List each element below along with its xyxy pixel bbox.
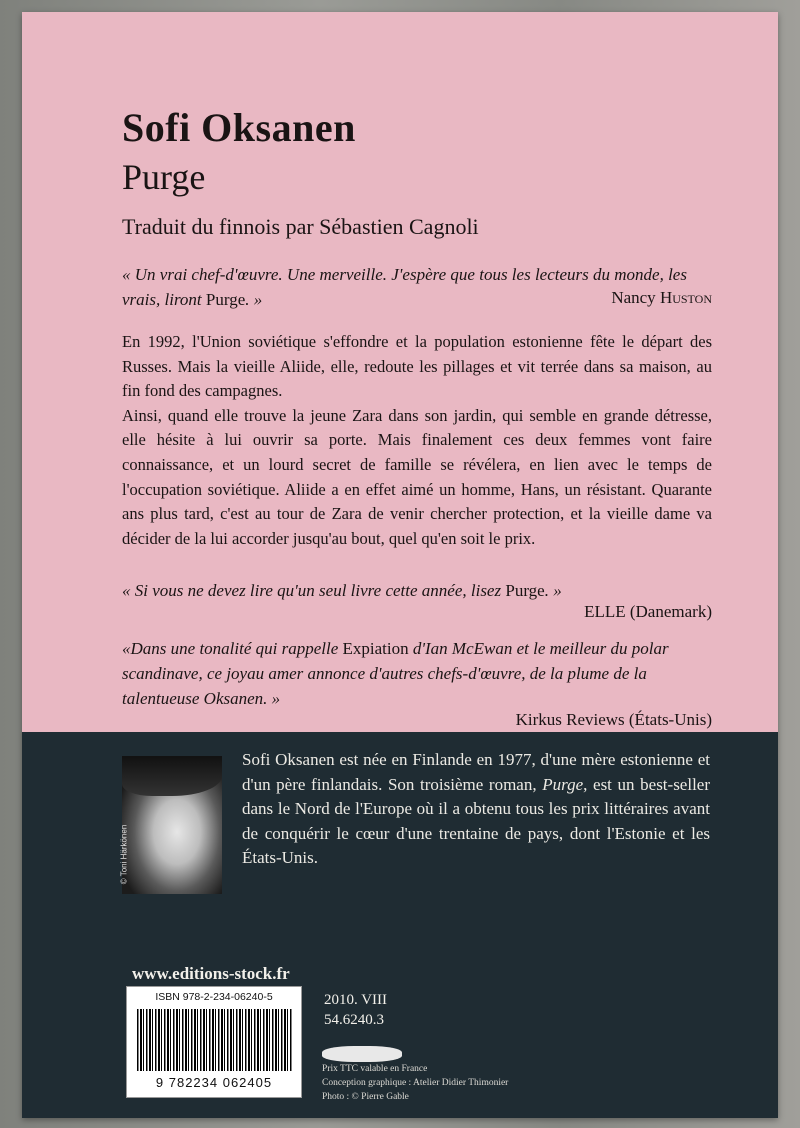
quote-elle-text: « Si vous ne devez lire qu'un seul livre cette année, lisez (122, 581, 502, 600)
quote-elle-title: Purge (505, 581, 545, 600)
quote-kirkus-text: «Dans une tonalité qui rappelle (122, 639, 339, 658)
publisher-website: www.editions-stock.fr (132, 964, 290, 983)
quote-huston-source (611, 288, 712, 308)
price-line: Prix TTC valable en France (322, 1064, 428, 1074)
edition-code: 2010. VIII (324, 992, 388, 1008)
quote-huston-text: « Un vrai chef-d'œuvre. Une merveille. J'espère que tous les lecteurs du monde, les vrais, liront (122, 265, 687, 309)
book-title: Purge (122, 157, 206, 197)
quote-elle (122, 578, 712, 603)
quote-kirkus-source: Kirkus Reviews (États-Unis) (515, 710, 712, 729)
author-name: Sofi Oksanen (122, 105, 356, 150)
isbn-number: ISBN 978-2-234-06240-5 (155, 991, 273, 1003)
quote-elle-source: ELLE (Danemark) (584, 602, 712, 621)
bio-title: Purge (542, 774, 584, 794)
synopsis-paragraph-2: Ainsi, quand elle trouve la jeune Zara dans son jardin, qui semble en grande détresse, elle hésite à lui ouvrir sa porte. Mais finalement ces deux femmes vont faire connaissance, et un lourd secret de famille se révélera, en lien avec le temps de l'occupation soviétique. Aliide a en effet aimé un homme, Hans, un résistant. Quarante ans plus tard, c'est au tour de Zara de venir chercher protection, et la vieille dame va décider de la lui accorder jusqu'au bout, quel qu'en soit le prix. (122, 405, 712, 548)
photo-credit: © Toni Härkönen (119, 824, 129, 885)
item-code: 54.6240.3 (324, 1012, 384, 1028)
book-back-cover (22, 12, 778, 1118)
author-photo (119, 756, 222, 894)
quote-kirkus (122, 636, 712, 711)
barcode-bars (137, 1009, 293, 1071)
quote-huston-end: . » (245, 290, 263, 309)
quote-huston-title: Purge (205, 290, 246, 309)
photo-credit-line: Photo : © Pierre Gable (322, 1092, 409, 1102)
price-sticker-residue (322, 1046, 402, 1062)
source-last-name: Huston (659, 288, 712, 307)
photo-hat (122, 756, 222, 796)
source-first-name: Nancy (611, 288, 656, 307)
barcode (126, 986, 302, 1098)
quote-elle-end: . » (544, 581, 562, 600)
synopsis (122, 330, 712, 551)
bio-text-end: , est un best-seller dans le Nord de l'Europe où il a obtenu tous les prix littéraires avant de conquérir le cœur d'une trentaine de pays, dont l'Estonie et les États-Unis. (242, 774, 711, 868)
quote-kirkus-title: Expiation (342, 639, 409, 658)
quote-kirkus-end: d'Ian McEwan et le meilleur du polar scandinave, ce joyau amer annonce d'autres chefs-d'œuvre, de la plume de la talentueuse Oksanen. » (122, 639, 669, 708)
bio-text: Sofi Oksanen est née en Finlande en 1977, d'une mère estonienne et d'un père finlandais. Son troisième roman, (242, 750, 710, 794)
translator-line: Traduit du finnois par Sébastien Cagnoli (122, 214, 479, 239)
author-bio (242, 748, 710, 871)
synopsis-paragraph-1: En 1992, l'Union soviétique s'effondre et la population estonienne fête le départ des Russes. Mais la vieille Aliide, elle, redoute les pillages et vit terrée dans sa maison, au fin fond des campagnes. (122, 332, 712, 401)
ean-number: 9 782234 062405 (155, 1075, 273, 1090)
design-credit: Conception graphique : Atelier Didier Thimonier (322, 1078, 509, 1088)
